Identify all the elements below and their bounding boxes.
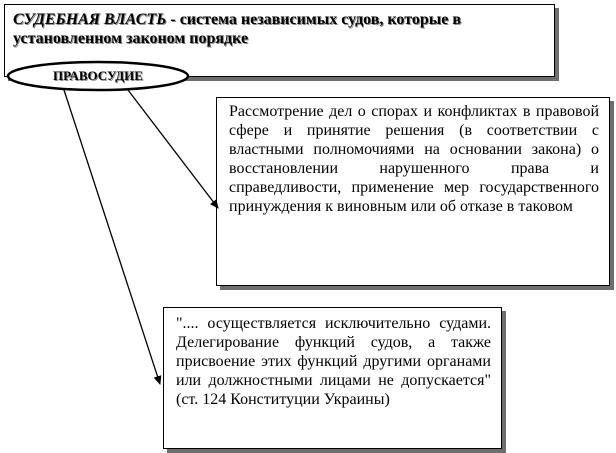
- justice-oval-label: ПРАВОСУДИЕ: [53, 68, 143, 83]
- arrow-to-consideration: [128, 90, 218, 208]
- consideration-text: Рассмотрение дел о спорах и конфликтах в правовой сфере и принятие решения (в соответствии с властными полномочиями на основании закона) о восстановлении нарушенного права и справедливости, применение мер государственного принуждения к виновным или об отказе в таковом: [229, 103, 599, 215]
- arrow-to-quote: [64, 90, 160, 384]
- definition-text: - система независимых судов, которые в установленном законом порядке: [13, 11, 461, 47]
- constitution-quote-text: ".... осуществляется исключительно судами. Делегирование функций судов, а также присвоение этих функций другими органами или должностными лицами не допускается" (ст. 124 Конституции Украины): [176, 315, 491, 408]
- definition-term: СУДЕБНАЯ ВЛАСТЬ: [13, 11, 167, 28]
